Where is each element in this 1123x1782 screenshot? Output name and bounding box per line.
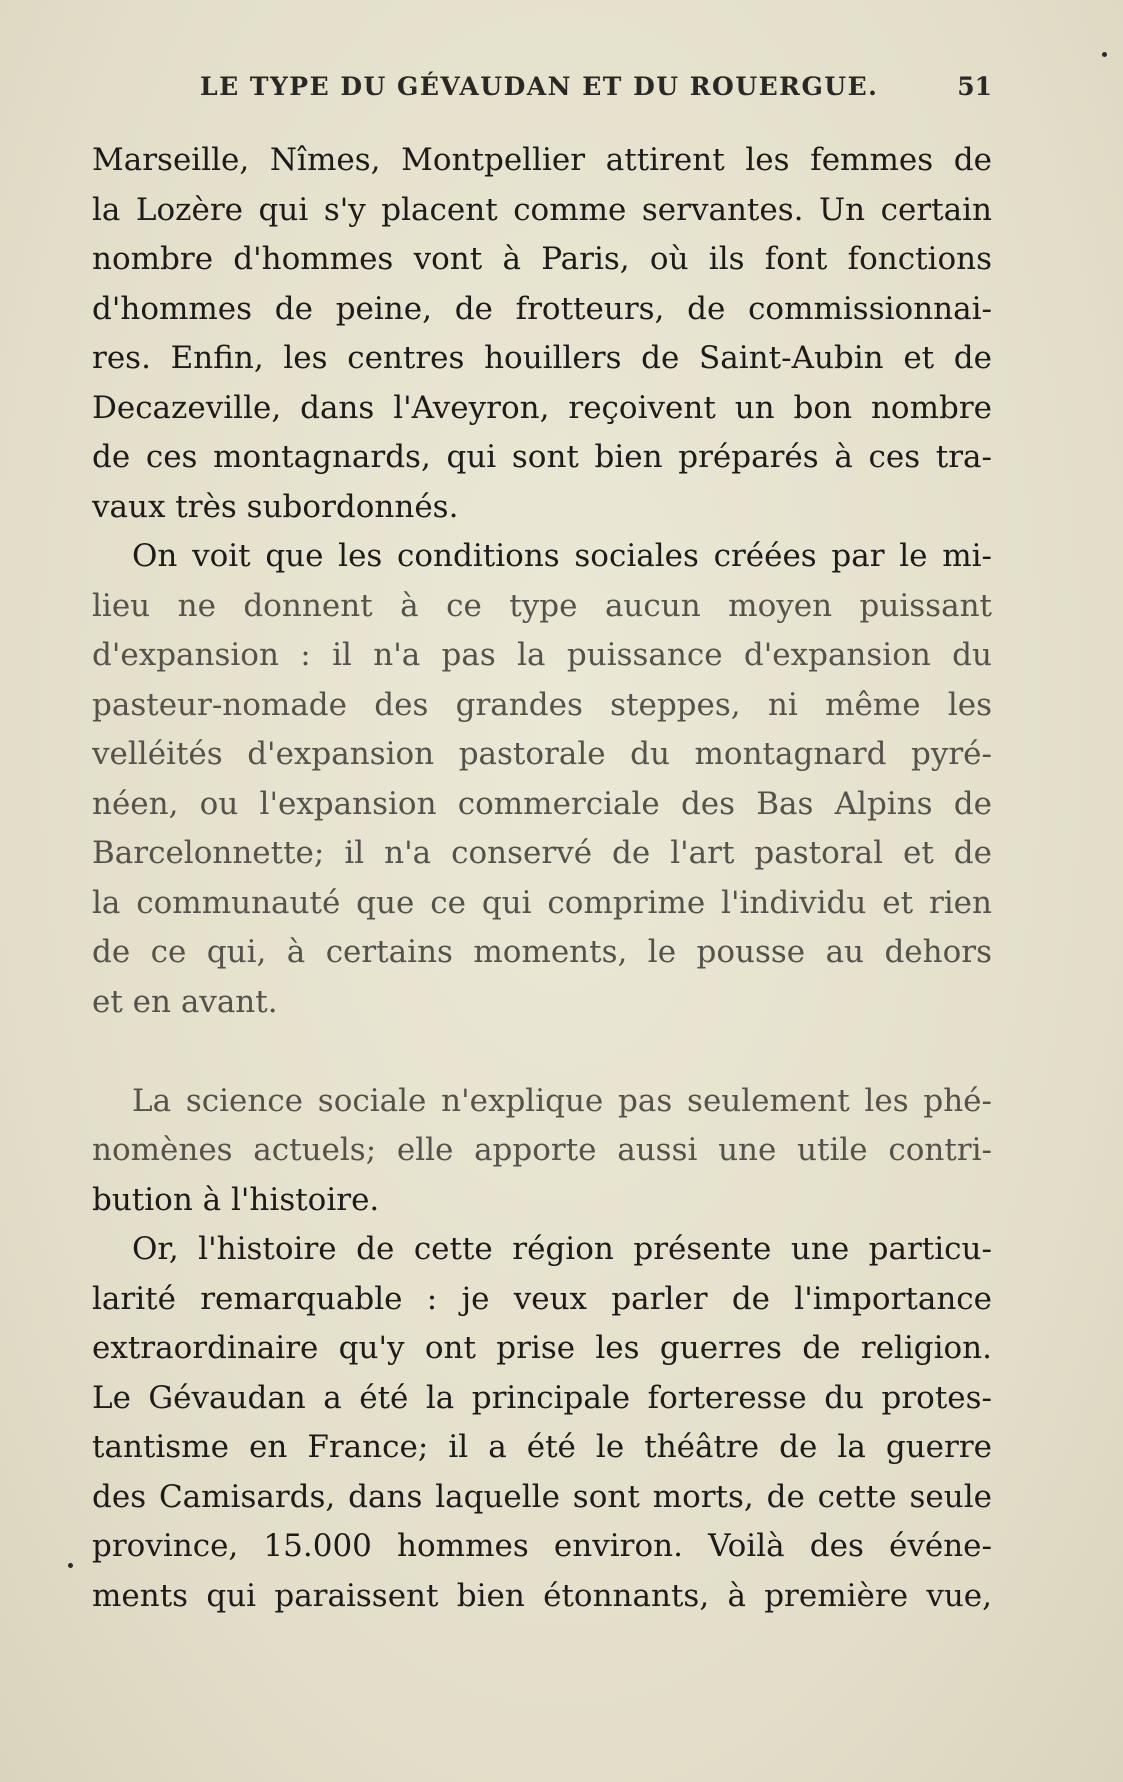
text-line: velléités d'expansion pastorale du montagnard pyré- [92, 736, 992, 772]
text-line: d'expansion : il n'a pas la puissance d'expansion du [92, 637, 992, 673]
text-line: pasteur-nomade des grandes steppes, ni même les [92, 686, 992, 723]
text-line: province, 15.000 hommes environ. Voilà des événe- [92, 1528, 992, 1564]
text-line: res. Enfin, les centres houillers de Saint-Aubin et de [92, 340, 992, 376]
text-line: nomènes actuels; elle apporte aussi une utile contri- [92, 1132, 992, 1168]
text-line: et en avant. [92, 983, 278, 1020]
paper-speck [68, 1563, 73, 1568]
text-line: des Camisards, dans laquelle sont morts, de cette seule [92, 1478, 992, 1515]
text-line: bution à l'histoire. [92, 1181, 380, 1218]
text-line: la Lozère qui s'y placent comme servantes. Un certain [92, 191, 992, 228]
text-line: lieu ne donnent à ce type aucun moyen puissant [92, 587, 992, 624]
page-number: 51 [957, 72, 992, 101]
paper-speck [1102, 52, 1107, 57]
text-line: nombre d'hommes vont à Paris, où ils font fonctions [92, 241, 992, 277]
text-line: d'hommes de peine, de frotteurs, de commissionnai- [92, 290, 992, 327]
text-line: néen, ou l'expansion commerciale des Bas Alpins de [92, 785, 992, 822]
text-line: On voit que les conditions sociales créées par le mi- [132, 538, 992, 574]
text-line: larité remarquable : je veux parler de l'importance [92, 1280, 992, 1317]
text-line: vaux très subordonnés. [92, 488, 459, 525]
text-line: tantisme en France; il a été le théâtre de la guerre [92, 1429, 992, 1465]
text-line: Barcelonnette; il n'a conservé de l'art pastoral et de [92, 835, 992, 871]
text-line: de ce qui, à certains moments, le pousse au dehors [92, 934, 992, 970]
text-line: Marseille, Nîmes, Montpellier attirent les femmes de [92, 142, 992, 178]
text-line: La science sociale n'explique pas seulement les phé- [132, 1082, 992, 1119]
section-break [92, 1027, 992, 1077]
text-line: extraordinaire qu'y ont prise les guerres de religion. [92, 1330, 992, 1366]
text-line: Le Gévaudan a été la principale forteresse du protes- [92, 1379, 992, 1416]
text-line: Decazeville, dans l'Aveyron, reçoivent un bon nombre [92, 389, 992, 426]
running-head-title: LE TYPE DU GÉVAUDAN ET DU ROUERGUE. [200, 72, 879, 101]
text-line: ments qui paraissent bien étonnants, à première vue, [92, 1577, 992, 1614]
running-head [92, 72, 992, 112]
text-line: de ces montagnards, qui sont bien préparés à ces tra- [92, 439, 992, 475]
text-line: la communauté que ce qui comprime l'individu et rien [92, 884, 992, 921]
body-text [92, 136, 992, 1621]
text-line: Or, l'histoire de cette région présente une particu- [132, 1231, 992, 1267]
